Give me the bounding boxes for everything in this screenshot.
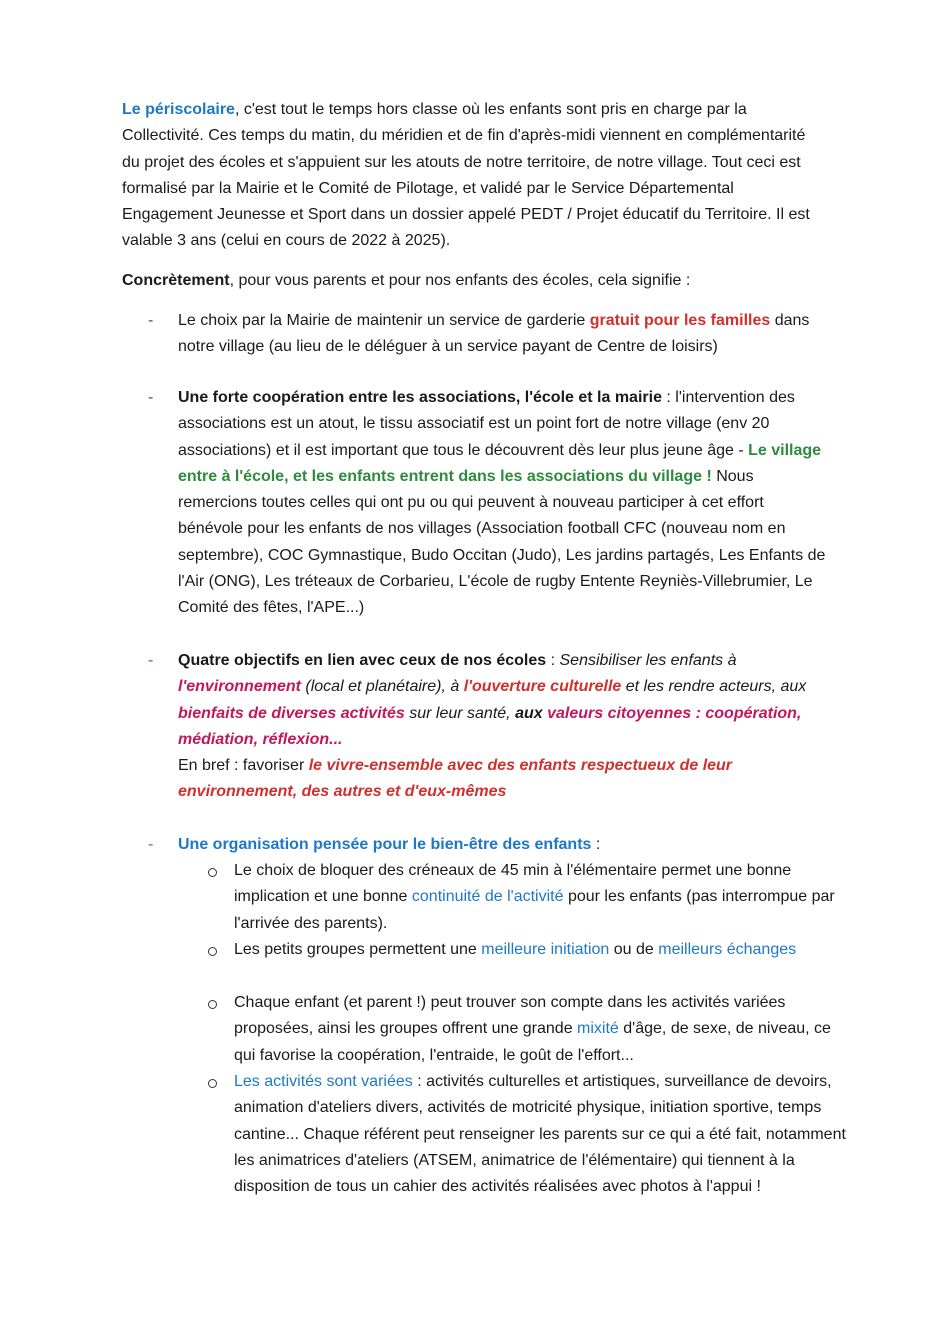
valeurs-highlight: valeurs citoyennes : coopération, médiation, réflexion...	[178, 704, 802, 748]
circle-bullet-icon	[208, 868, 217, 877]
activites-text: : activités culturelles et artistiques, surveillance de devoirs, animation d'ateliers divers, activités de motricité physique, initiation sportive, temps cantine... Chaque référent peut renseigner les parents sur ce qui a été fait, notamment les animatrices d'ateliers (ATSEM, animatrice de l'élémentaire) qui tiennent à la disposition de tous un cahier des activités réalisées avec photos à l'appui !	[234, 1073, 846, 1196]
activites-highlight: Les activités sont variées	[234, 1073, 413, 1090]
aux-text: aux	[515, 704, 548, 722]
organisation-colon: :	[591, 836, 601, 853]
bullet-dash-1: -	[148, 312, 154, 329]
intro-text: , c'est tout le temps hors classe où les enfants sont pris en charge par la Collectivité. Ces temps du matin, du méridien et de fin d'après-midi viennent en complémentarité du projet des écoles et s'appuient sur les atouts de notre territoire, de notre village. Tout ceci est formalisé par la Mairie et le Comité de Pilotage, et validé par le Service Départemental Engagement Jeunesse et Sport dans un dossier appelé PEDT / Projet éducatif du Territoire. Il est valable 3 ans (celui en cours de 2022 à 2025).	[122, 101, 810, 250]
concretement-lead: Concrètement	[122, 272, 230, 289]
echanges-highlight: meilleurs échanges	[658, 941, 797, 958]
bullet-dash-4: -	[148, 836, 154, 853]
vivre-ensemble-highlight: le vivre-ensemble avec des enfants respectueux de leur environnement, des autres et d'eux-mêmes	[178, 757, 733, 801]
sub-mixite	[234, 990, 854, 1069]
petits-groupes-text: Les petits groupes permettent une	[234, 941, 482, 958]
objectifs-italic-3: et les rendre acteurs, aux	[621, 678, 807, 696]
circle-bullet-icon	[208, 1079, 217, 1088]
initiation-highlight: meilleure initiation	[481, 941, 610, 958]
objectifs-colon: :	[546, 652, 560, 669]
intro-paragraph	[122, 97, 822, 255]
mixite-text: Chaque enfant (et parent !) peut trouver son compte dans les activités variées proposées, ainsi les groupes offrent une grande	[234, 994, 786, 1038]
organisation-lead: Une organisation pensée pour le bien-être des enfants	[178, 836, 592, 853]
sub-creneaux	[234, 858, 854, 937]
circle-bullet-icon	[208, 947, 217, 956]
bullet-garderie-text: Le choix par la Mairie de maintenir un service de garderie	[178, 312, 590, 329]
sub-petits-groupes	[234, 937, 854, 963]
creneaux-text-2: pour les enfants (pas interrompue par l'arrivée des parents).	[234, 888, 835, 932]
village-highlight: Le village entre à l'école, et les enfants entrent dans les associations du village !	[178, 441, 822, 485]
mixite-text-2: d'âge, de sexe, de niveau, ce qui favorise la coopération, l'entraide, le goût de l'effort...	[234, 1020, 831, 1064]
circle-bullet-icon	[208, 1000, 217, 1009]
cooperation-text-2: Nous remercions toutes celles qui ont pu ou qui peuvent à nouveau participer à cet effort bénévole pour les enfants de nos villages (Association football CFC (nouveau nom en septembre), COC Gymnastique, Budo Occitan (Judo), Les jardins partagés, Les Enfants de l'Air (ONG), Les tréteaux de Corbarieu, L'école de rugby Entente Reyniès-Villebrumier, Le Comité des fêtes, l'APE...)	[178, 467, 826, 617]
cooperation-text: : l'intervention des associations est un atout, le tissu associatif est un point fort de notre village (env 20 associations) et il est important que tous le découvrent dès leur plus jeune âge -	[178, 389, 795, 459]
petits-groupes-text-2: ou de	[609, 941, 659, 958]
creneaux-text: Le choix de bloquer des créneaux de 45 min à l'élémentaire permet une bonne implication et une bonne	[234, 862, 792, 906]
continuite-highlight: continuité de l'activité	[411, 888, 564, 906]
mixite-highlight: mixité	[577, 1020, 619, 1038]
objectifs-lead: Quatre objectifs en lien avec ceux de nos écoles	[178, 652, 547, 669]
bullet-organisation	[178, 832, 828, 858]
cooperation-lead: Une forte coopération entre les associations, l'école et la mairie	[178, 389, 662, 406]
environnement-highlight: l'environnement	[178, 678, 301, 696]
bullet-cooperation	[178, 385, 828, 622]
bullet-dash-3: -	[148, 652, 154, 669]
ouverture-highlight: l'ouverture culturelle	[463, 678, 622, 696]
bullet-garderie	[178, 308, 828, 361]
en-bref-text: En bref : favoriser	[178, 757, 309, 775]
bullet-dash-2: -	[148, 389, 154, 406]
bullet-garderie-text-2: dans notre village (au lieu de le déléguer à un service payant de Centre de loisirs)	[178, 312, 810, 356]
objectifs-italic-1: Sensibiliser les enfants à	[559, 652, 737, 669]
gratuit-highlight: gratuit pour les familles	[589, 312, 771, 329]
sub-activites	[234, 1069, 854, 1200]
concretement-text: , pour vous parents et pour nos enfants des écoles, cela signifie :	[229, 272, 691, 289]
objectifs-italic-2: (local et planétaire), à	[300, 678, 464, 696]
concretement-paragraph	[122, 268, 822, 294]
periscolaire-term: Le périscolaire	[122, 101, 235, 118]
bienfaits-highlight: bienfaits de diverses activités	[178, 704, 405, 722]
bullet-objectifs	[178, 648, 828, 806]
objectifs-italic-4: sur leur santé,	[404, 704, 516, 722]
